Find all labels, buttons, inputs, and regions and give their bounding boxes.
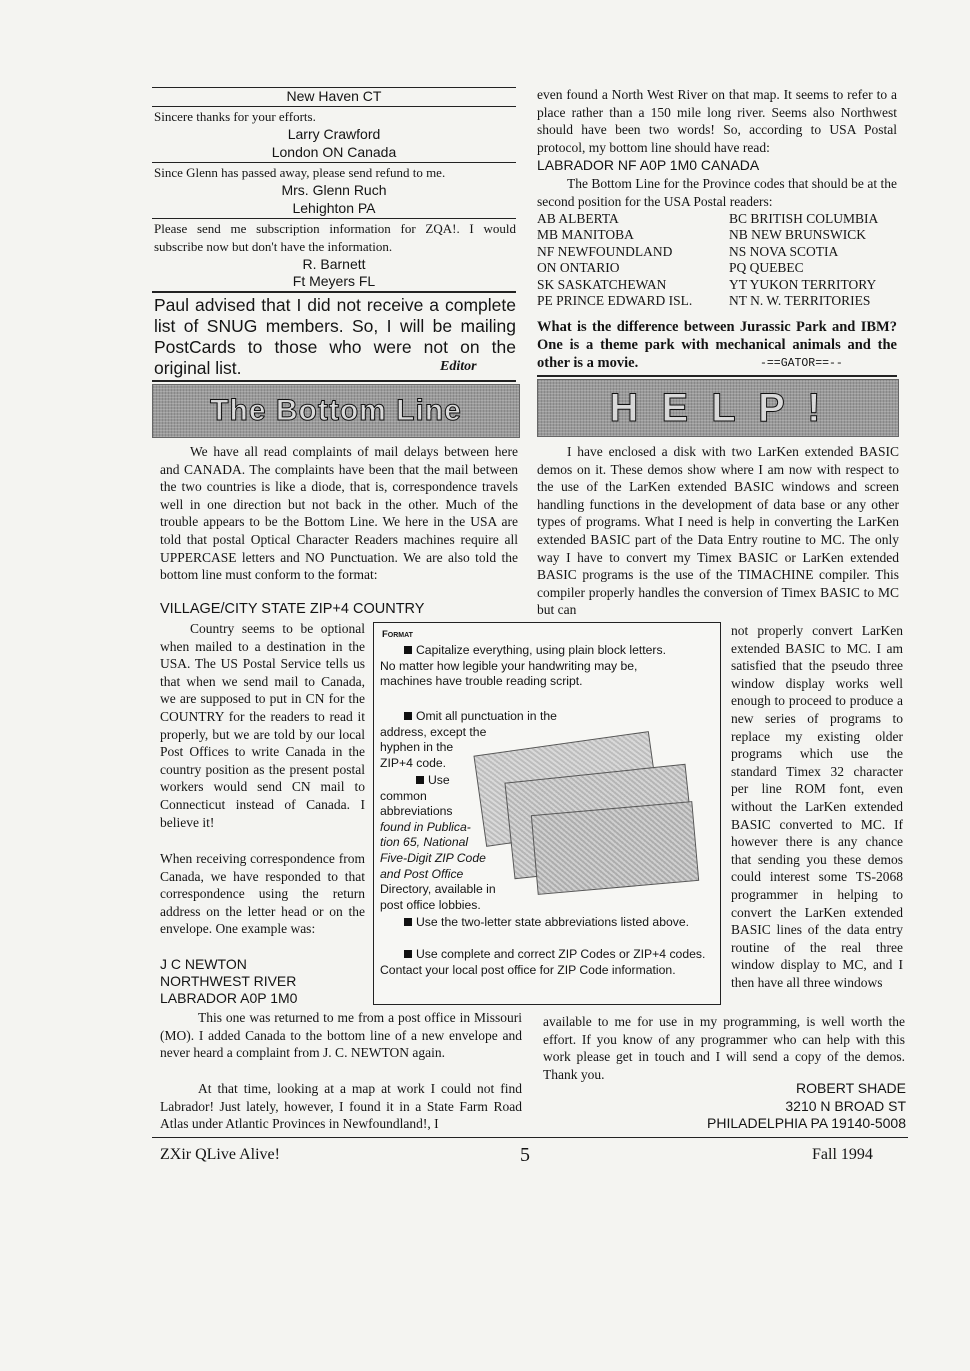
letter-name-2: Larry Crawford [287, 126, 381, 142]
bullet-square-icon [404, 712, 412, 720]
help-banner-title: H E L P ! [609, 385, 827, 430]
editor-note: Paul advised that I did not receive a complete list of SNUG members. So, I will be mailing PostCards to those who were not on the original list. [154, 295, 516, 378]
province-cell: BC BRITISH COLUMBIA [729, 211, 879, 226]
rule-letter-2 [152, 162, 516, 163]
province-row [537, 293, 897, 309]
signature-city: PHILADELPHIA PA 19140-5008 [707, 1115, 906, 1131]
bottom-line-intro: We have all read complaints of mail delays between here and CANADA. The complaints have been that the mail between the two countries is like a diode, that is, correspondence travels well in one direction but not back in the other. Much of the trouble appears to be the Bottom Line. We here in the USA are told that postal Optical Character Readers machines require all UPPERCASE letters and NO Punctuation. We are also told the bottom line must conform to the format: [160, 444, 518, 583]
bottom-line-banner-title: The Bottom Line [210, 394, 462, 427]
format-item-4-text: Use the two-letter state abbreviations listed above. [416, 915, 690, 929]
format-item-3-line: post office lobbies. [380, 897, 481, 912]
province-cell: ON ONTARIO [537, 260, 620, 276]
letter-text-3: Since Glenn has passed away, please send refund to me. [154, 165, 446, 180]
bottom-line-after-1: This one was returned to me from a post office in Missouri (MO). I added Canada to the bottom line of a new envelope and never heard a complaint from J. C. NEWTON again. [160, 1010, 522, 1061]
editor-signature: Editor [440, 359, 477, 374]
right-para-1: even found a North West River on that map. It seems to refer to a place rather than a 150 mile long river. Seems also Northwest should have been two words! So, according to USA Postal protocol, my bottom line should have read: [537, 87, 897, 155]
letter-place-1: New Haven CT [286, 88, 382, 104]
help-banner [537, 379, 899, 437]
province-cell: PQ QUEBEC [729, 260, 804, 276]
envelope-image-front [531, 801, 699, 895]
province-row [537, 244, 897, 260]
format-box [373, 622, 721, 1005]
rule-joke-bottom [537, 375, 897, 377]
example-address-line: J C NEWTON [160, 956, 247, 972]
bullet-square-icon [404, 918, 412, 926]
footer-publication: ZXir QLive Alive! [160, 1146, 280, 1163]
format-item-3-line: Directory, available in [380, 882, 496, 897]
bottom-line-after-2: At that time, looking at a map at work I could not find Labrador! Just lately, however, I found it in a State Farm Road Atlas under Atlantic Provinces in Newfoundland!, I [160, 1081, 522, 1132]
format-item-5-text: Use complete and correct ZIP Codes or ZIP+4 codes. Contact your local post office for ZIP Code information. [380, 947, 706, 977]
format-item-3-line: Five-Digit ZIP Code [380, 850, 486, 865]
province-cell: NB NEW BRUNSWICK [729, 227, 867, 243]
bullet-square-icon [404, 646, 412, 654]
bottom-line-col-text: Country seems to be optional when mailed to a destination in the USA. The US Postal Service tells us that when we send mail to Canada, we are supposed to put in CN for the COUNTRY for the readers to read it properly, but we are told by our local Post Offices to write Canada in the country position as the present postal workers would send CN mail to Connecticut instead of Canada. I believe it! [160, 621, 365, 830]
format-item-1 [380, 643, 672, 690]
bottom-line-banner [152, 384, 520, 438]
letter-place-2: London ON Canada [271, 144, 397, 160]
letter-name-4: R. Barnett [302, 256, 366, 272]
province-cell: PE PRINCE EDWARD ISL. [537, 293, 693, 309]
format-item-3-text: Use [428, 773, 450, 787]
signature-name: ROBERT SHADE [796, 1080, 906, 1096]
footer-issue: Fall 1994 [812, 1146, 873, 1163]
help-signature [640, 1080, 906, 1133]
help-col-text: not properly convert LarKen extended BASIC to MC. I am satisfied that the pseudo three window display works well enough to proceed to produce a new series of programs to replace my existing older programs which use the standard Timex 32 character per line ROM font, even without the LarKen extended BASIC converted to MC. If however there is any chance that sending you these demos could interest some TS-2068 programmer in helping to convert the LarKen extended BASIC lines of the data entry routine of the real three window display to MC, and I then have all three windows [731, 623, 903, 990]
format-item-3-line: found in Publica- [380, 819, 471, 834]
province-cell: NS NOVA SCOTIA [729, 243, 839, 259]
joke-text: What is the difference between Jurassic Park and IBM? One is a theme park with mechanical animals and the other is a movie. [537, 319, 897, 371]
example-address [160, 956, 365, 1007]
letter-text-4: Please send me subscription information for ZQA!. I would subscribe now but don't have the information. [154, 221, 516, 254]
right-para-2: The Bottom Line for the Province codes that should be at the second position for the USA Postal readers: [537, 176, 897, 209]
joke-signature: -==GATOR==-- [760, 357, 843, 370]
bottom-line-col-text-2: When receiving correspondence from Canada, we have responded to that correspondence using the return address on the letter head or on the envelope. One example was: [160, 851, 365, 937]
letter-text-2: Sincere thanks for your efforts. [154, 109, 316, 124]
format-item-2-line: ZIP+4 code. [380, 755, 447, 770]
province-cell: NT N. W. TERRITORIES [729, 293, 871, 309]
rule-letter-3 [152, 218, 516, 219]
bullet-square-icon [404, 950, 412, 958]
letter-name-3: Mrs. Glenn Ruch [281, 182, 387, 198]
footer-rule [152, 1137, 908, 1138]
bullet-square-icon [416, 776, 424, 784]
province-cell: MB MANITOBA [537, 227, 634, 243]
right-address-line: LABRADOR NF A0P 1M0 CANADA [537, 157, 760, 173]
rule-editor-bottom [152, 380, 516, 382]
format-item-1-text: Capitalize everything, using plain block letters. No matter how legible your handwriting may be, machines have trouble reading script. [380, 643, 666, 689]
example-address-line: LABRADOR A0P 1M0 [160, 990, 298, 1006]
format-item-2-line: hyphen in the [380, 740, 454, 755]
format-item-3-line: tion 65, National [380, 835, 469, 850]
example-address-line: NORTHWEST RIVER [160, 973, 297, 989]
format-item-2-line: address, except the [380, 724, 487, 739]
province-cell: AB ALBERTA [537, 211, 619, 226]
province-row [537, 211, 897, 227]
format-line: VILLAGE/CITY STATE ZIP+4 COUNTRY [160, 601, 425, 617]
format-item-3-line: common [380, 788, 427, 803]
province-table [537, 211, 897, 309]
help-intro: I have enclosed a disk with two LarKen extended BASIC demos on it. These demos show where I am now with respect to the use of the LarKen extended BASIC windows and screen handling functions in the development of data base or any other types of programs. What I need is help in converting the LarKen extended BASIC part of the Data Entry routine to MC. The only way I have to convert my Timex BASIC or LarKen extended BASIC programs is the use of the TIMACHINE compiler. This compiler properly handles the conversion of Timex BASIC to MC but can [537, 444, 899, 618]
format-item-2-line [380, 709, 630, 725]
letter-place-3: Lehighton PA [292, 200, 376, 216]
format-item-5 [380, 947, 710, 978]
province-row [537, 277, 897, 293]
letter-place-4: Ft Meyers FL [292, 273, 376, 289]
rule-letter-1 [152, 106, 516, 107]
footer-page-number: 5 [520, 1144, 530, 1166]
help-after: available to me for use in my programming, is well worth the effort. If you know of any programmer who can help with this work please get in touch and I will send a copy of the demos. Thank you. [543, 1014, 905, 1082]
format-item-4 [380, 915, 710, 931]
province-cell: NF NEWFOUNDLAND [537, 243, 673, 259]
province-row [537, 227, 897, 243]
province-cell: YT YUKON TERRITORY [729, 276, 877, 292]
format-box-heading: Format [382, 629, 413, 640]
format-item-2-text: Omit all punctuation in the [416, 709, 557, 723]
format-item-3-line: and Post Office [380, 866, 464, 881]
format-item-3-line: abbreviations [380, 804, 453, 819]
province-row [537, 260, 897, 276]
province-cell: SK SASKATCHEWAN [537, 276, 667, 292]
signature-street: 3210 N BROAD ST [785, 1097, 906, 1114]
rule-letter-4 [152, 291, 516, 293]
